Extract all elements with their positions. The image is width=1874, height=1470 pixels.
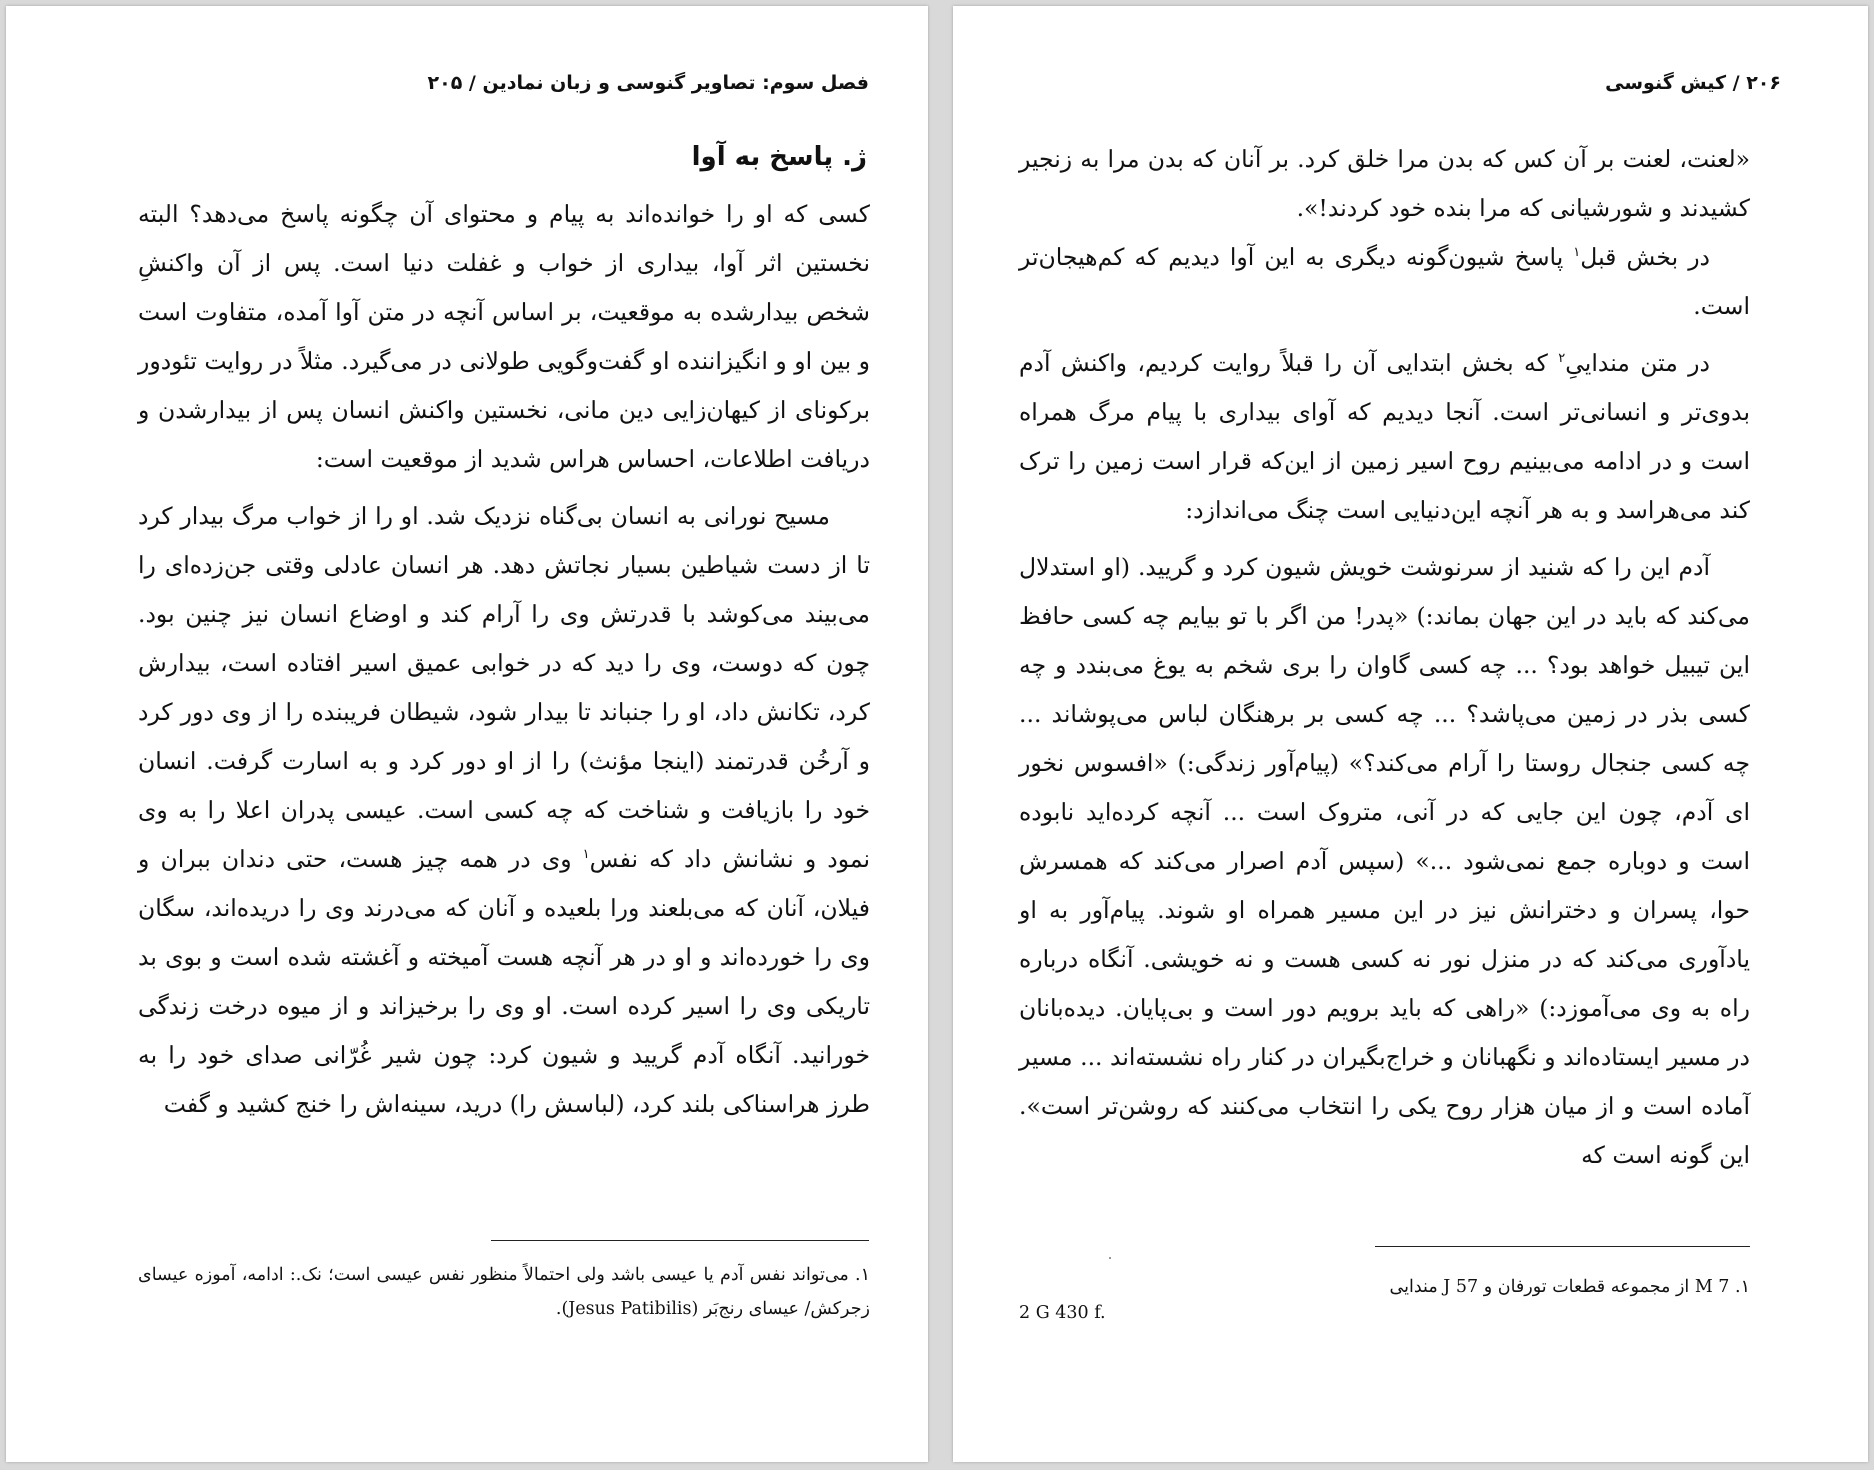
right-page (953, 6, 1868, 1462)
footnote: ۱. می‌تواند نفس آدم یا عیسی باشد ولی احتمالاً منظور نفس عیسی است؛ نک.: ادامه، آموزه عیسای زجرکش/ عیسای رنج‌بَر (Jesus Patibilis). (138, 1265, 870, 1319)
body-text (138, 182, 870, 1129)
footnote-divider (1375, 1246, 1750, 1247)
quoted-paragraph: آدم این را که شنید از سرنوشت خویش شیون کرد و گریید. (او استدلال می‌کند که باید در این جهان بماند:) «پدر! من اگر با تو بیایم چه کسی حافظ این تیبیل خواهد بود؟ ... چه کسی گاوان را بری شخم به یوغ می‌بندد و چه کسی بذر در زمین می‌پاشد؟ ... چه کسی بر برهنگان لباس می‌پوشاند ... چه کسی جنجال روستا را آرام می‌کند؟» (پیام‌آور زندگی:) «افسوس نخور ای آدم، چون این جایی که در آنی، متروک است ... آنچه کرده‌اید نابوده است و دوباره جمع نمی‌شود ...» (سپس آدم اصرار می‌کند که همسرش حوا، پسران و دخترانش نیز در این مسیر همراه او شوند. پیام‌آور به او یادآوری می‌کند که در منزل نور نه کسی هست و نه خویشی. آنگاه درباره راه به وی می‌آموزد:) «راهی که باید برویم دور است و بی‌پایان. دیده‌بانان در مسیر ایستاده‌اند و نگهبانان و خراج‌بگیران در کنار راه نشسته‌اند ... مسیر آماده است و از میان هزار روح یکی را انتخاب می‌کنند که روشن‌تر است». این گونه است که (1019, 553, 1750, 1169)
footnote-marker[interactable]: ۲ (1558, 351, 1566, 367)
paragraph-part: در بخش قبل (1580, 243, 1711, 271)
paragraph-part: در متن منداییِ (1565, 349, 1710, 377)
section-heading: ژ. پاسخ به آوا (691, 142, 867, 172)
body-text (1019, 135, 1750, 1180)
quoted-paragraph (138, 492, 870, 1129)
left-page (6, 6, 928, 1462)
paragraph (1019, 339, 1750, 535)
scan-speck (1109, 1257, 1111, 1259)
paragraph (1019, 233, 1750, 331)
quote-text-part: مسیح نورانی به انسان بی‌گناه نزدیک شد. او را از خواب مرگ بیدار کرد تا از دست شیاطین بسیار نجاتش دهد. هر انسان عادلی وقتی جن‌زده‌ای را می‌بیند می‌کوشد با قدرتش وی را آرام کند و اوضاع انسان نیز چنین بود. چون که دوست، وی را دید که در خوابی عمیق اسیر افتاده است، بیدارش کرد، تکانش داد، او را جنباند تا بیدار شود، شیطان فریبنده را از وی دور کرد و آرخُن قدرتمند (اینجا مؤنث) را از او دور کرد و به اسارت گرفت. انسان خود را بازیافت و شناخت که چه کسی است. عیسی پدران اعلا را به وی نمود و نشانش داد که نفس (138, 502, 870, 873)
quote-paragraph: «لعنت، لعنت بر آن کس که بدن مرا خلق کرد. بر آنان که بدن مرا به زنجیر کشیدند و شورشیانی که مرا بنده خود کردند!». (1019, 145, 1750, 222)
footnote-reference: 2 G 430 f. (1019, 1303, 1106, 1323)
paragraph-part: پاسخ شیون‌گونه دیگری به این آوا دیدیم که کم‌هیجان‌تر است. (1019, 243, 1750, 320)
paragraph: کسی که او را خوانده‌اند به پیام و محتوای آن چگونه پاسخ می‌دهد؟ البته نخستین اثر آوا، بیداری از خواب و غفلت دنیا است. پس از آن واکنشِ شخص بیدارشده به موقعیت، بر اساس آنچه در متن آوا آمده، متفاوت است و بین او و انگیزاننده او گفت‌وگویی طولانی در می‌گیرد. مثلاً در روایت تئودور برکونای از کیهان‌زایی دین مانی، نخستین واکنش انسان پس از بیدارشدن و دریافت اطلاعات، احساس هراس شدید از موقعیت است: (138, 200, 870, 473)
running-header: ۲۰۶ / کیش گنوسی (1605, 72, 1781, 94)
footnote-divider (491, 1240, 869, 1241)
running-header: فصل سوم: تصاویر گنوسی و زبان نمادین / ۲۰۵ (427, 72, 869, 94)
paragraph-part: که بخش ابتدایی آن را قبلاً روایت کردیم، واکنش آدم بدوی‌تر و انسانی‌تر است. آنجا دیدیم که آوای بیداری با پیام مرگ همراه است و در ادامه می‌بینیم روح اسیر زمین از این‌که قرار است زمین را ترک کند می‌هراسد و به هر آنچه این‌دنیایی است چنگ می‌اندازد: (1019, 349, 1750, 524)
quote-text-part: وی در همه چیز هست، حتی دندان ببران و فیلان، آنان که می‌بلعند ورا بلعیده و آنان که می‌درند وی را دریده‌اند، سگان وی را خورده‌اند و او در هر آنچه هست آمیخته و آغشته شده است و بوی بد تاریکی وی را اسیر کرده است. او وی را برخیزاند و از میوه درخت زندگی خورانید. آنگاه آدم گریید و شیون کرد: چون شیر غُرّانی صدای خود را به طرز هراسناکی بلند کرد، (لباسش را) درید، سینه‌اش را خنج کشید و گفت (138, 845, 870, 1118)
footnote-marker[interactable]: ۱ (1573, 245, 1581, 261)
footnote: ۱. M 7 از مجموعه قطعات تورفان و J 57 مندایی (1389, 1277, 1750, 1297)
footnote-marker[interactable]: ۱ (582, 847, 590, 863)
